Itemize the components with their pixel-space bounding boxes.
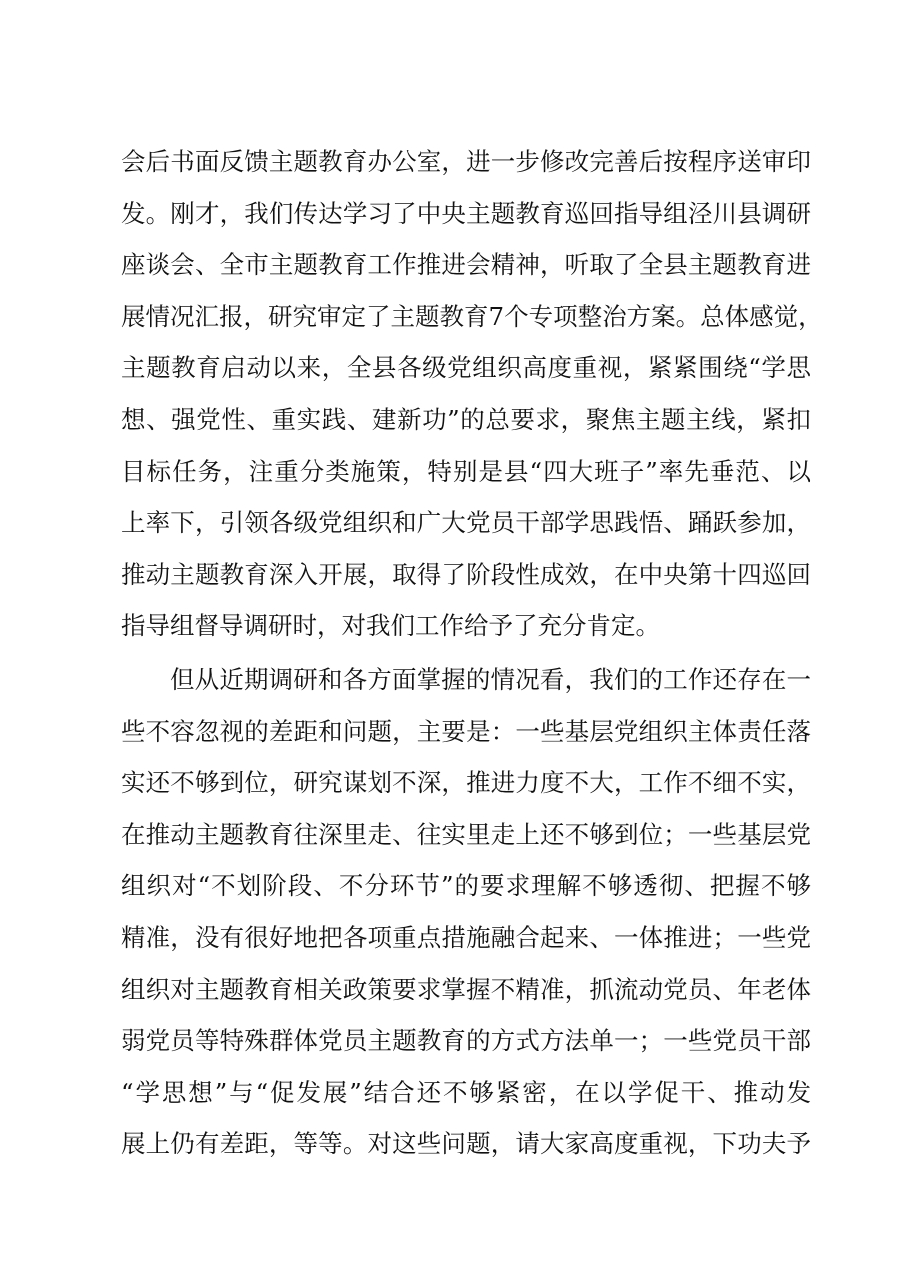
text-line: 发。刚才，我们传达学习了中央主题教育巡回指导组泾川县调研: [121, 198, 811, 228]
text-line: 展情况汇报，研究审定了主题教育7个专项整治方案。总体感觉，: [121, 301, 823, 331]
text-line: 在推动主题教育往深里走、往实里走上还不够到位；一些基层党: [121, 819, 811, 849]
text-line: 主题教育启动以来，全县各级党组织高度重视，紧紧围绕“学思: [121, 353, 811, 383]
text-line: 组织对主题教育相关政策要求掌握不精准，抓流动党员、年老体: [121, 974, 811, 1004]
text-line: 指导组督导调研时，对我们工作给予了充分肯定。: [121, 611, 660, 641]
paragraph-2: [121, 654, 811, 1170]
text-line: 座谈会、全市主题教育工作推进会精神，听取了全县主题教育进: [121, 250, 811, 280]
text-line: 推动主题教育深入开展，取得了阶段性成效，在中央第十四巡回: [121, 559, 811, 589]
text-line: 但从近期调研和各方面掌握的情况看，我们的工作还存在一: [170, 664, 811, 694]
text-line: 弱党员等特殊群体党员主题教育的方式方法单一；一些党员干部: [121, 1026, 811, 1056]
text-line: 精准，没有很好地把各项重点措施融合起来、一体推进；一些党: [121, 922, 811, 952]
document-body: [121, 136, 823, 1170]
text-line: 会后书面反馈主题教育办公室，进一步修改完善后按程序送审印: [121, 147, 811, 176]
text-line: 实还不够到位，研究谋划不深，推进力度不大，工作不细不实，: [121, 768, 811, 798]
text-line: 些不容忽视的差距和问题，主要是：一些基层党组织主体责任落: [121, 716, 811, 746]
text-line: “学思想”与“促发展”结合还不够紧密，在以学促干、推动发: [121, 1077, 811, 1107]
text-line: 展上仍有差距，等等。对这些问题，请大家高度重视，下功夫予: [121, 1129, 811, 1159]
text-line: 组织对“不划阶段、不分环节”的要求理解不够透彻、把握不够: [121, 871, 811, 901]
paragraph-1: [121, 136, 823, 652]
text-line: 想、强党性、重实践、建新功”的总要求，聚焦主题主线，紧扣: [121, 404, 811, 434]
text-line: 上率下，引领各级党组织和广大党员干部学思践悟、踊跃参加，: [121, 508, 811, 538]
text-line: 目标任务，注重分类施策，特别是县“四大班子”率先垂范、以: [121, 456, 811, 486]
